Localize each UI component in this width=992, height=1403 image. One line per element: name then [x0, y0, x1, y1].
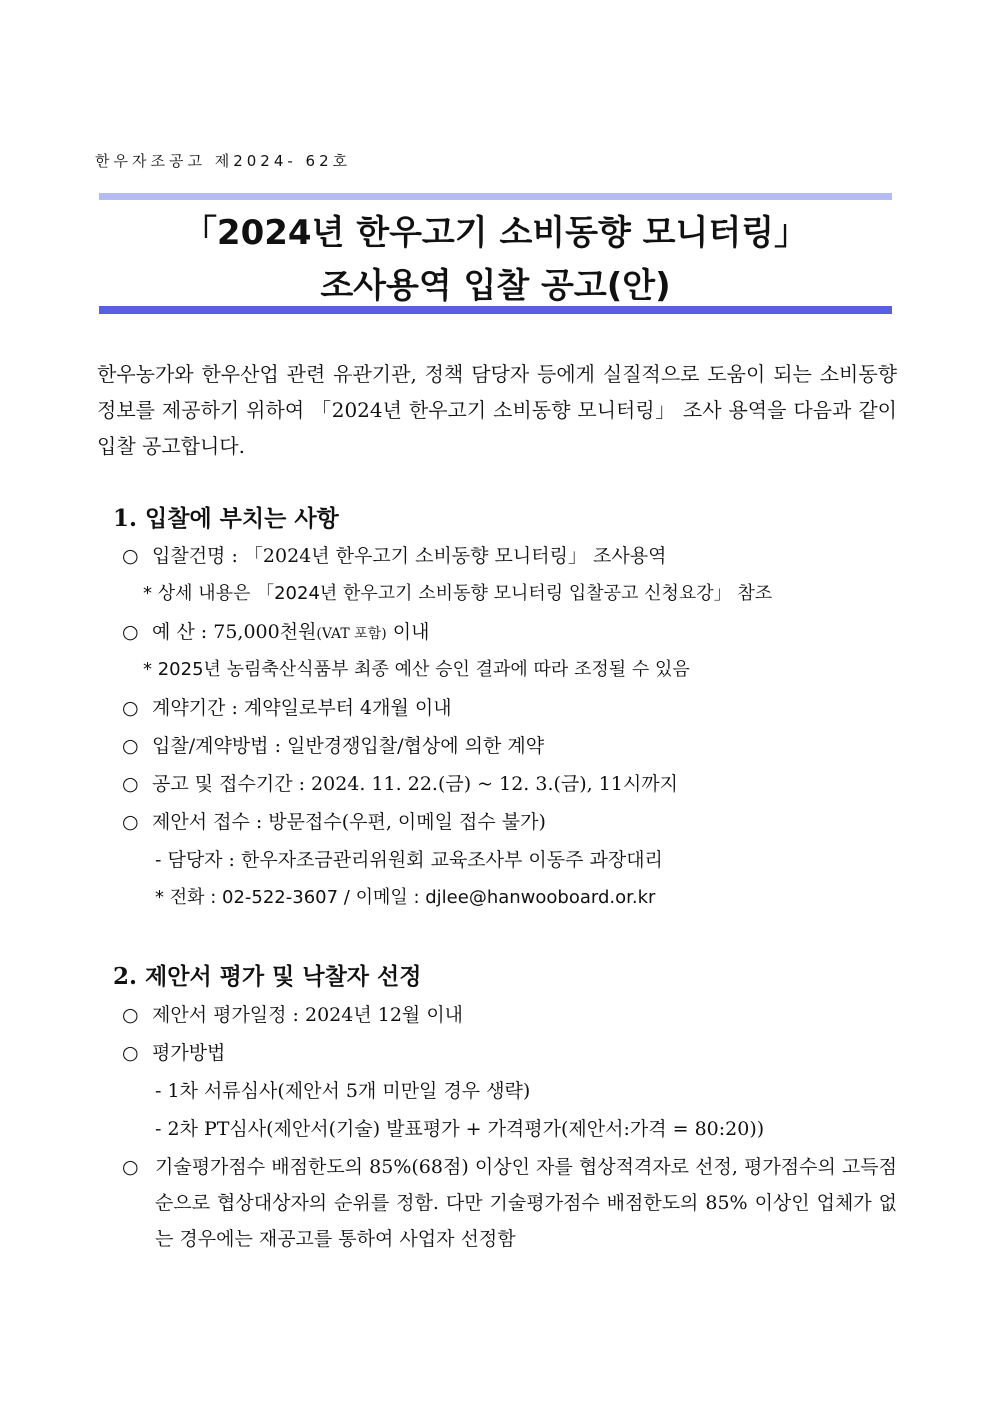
eval-method-text: 평가방법 — [152, 1042, 226, 1064]
notice-period-text: 공고 및 접수기간 : 2024. 11. 22.(금) ~ 12. 3.(금), 11시까지 — [152, 773, 679, 795]
budget-text: 예 산 : 75,000천원 — [152, 621, 317, 643]
eval-step2: - 2차 PT심사(제안서(기술) 발표평가 + 가격평가(제안서:가격 = 80:20)) — [155, 1118, 765, 1140]
bid-method-item — [122, 734, 544, 758]
eval-schedule-item — [122, 1003, 463, 1027]
eval-method-item — [122, 1041, 225, 1065]
bullet-circle: ○ — [122, 545, 139, 567]
budget-item — [122, 620, 429, 646]
contact-person: - 담당자 : 한우자조금관리위원회 교육조사부 이동주 과장대리 — [155, 849, 663, 871]
bid-method-text: 입찰/계약방법 : 일반경쟁입찰/협상에 의한 계약 — [152, 735, 545, 757]
section2-heading: 2. 제안서 평가 및 낙찰자 선정 — [113, 963, 422, 990]
selection-bullet: ○ — [122, 1156, 139, 1178]
bid-name-text: 입찰건명 : 「2024년 한우고기 소비동향 모니터링」 조사용역 — [152, 545, 667, 567]
title-top-bar — [99, 193, 892, 200]
budget-note: * 2025년 농림축산식품부 최종 예산 승인 결과에 따라 조정될 수 있음 — [143, 659, 690, 680]
bullet-circle: ○ — [122, 621, 139, 643]
eval-schedule-text: 제안서 평가일정 : 2024년 12월 이내 — [152, 1004, 464, 1026]
contact-info: * 전화 : 02-522-3607 / 이메일 : djlee@hanwooboard.or.kr — [155, 887, 656, 908]
bullet-circle: ○ — [122, 735, 139, 757]
page-title-line2: 조사용역 입찰 공고(안) — [320, 266, 671, 306]
budget-tail: 이내 — [386, 621, 430, 643]
bullet-circle: ○ — [122, 773, 139, 795]
page-title-line1: 「2024년 한우고기 소비동향 모니터링」 — [182, 213, 809, 253]
notice-number: 한우자조공고 제2024- 62호 — [95, 152, 352, 170]
bullet-circle: ○ — [122, 811, 139, 833]
bullet-circle: ○ — [122, 697, 139, 719]
eval-step1: - 1차 서류심사(제안서 5개 미만일 경우 생략) — [155, 1080, 531, 1102]
submission-item — [122, 810, 546, 834]
contract-period-item — [122, 696, 452, 720]
intro-paragraph: 한우농가와 한우산업 관련 유관기관, 정책 담당자 등에게 실질적으로 도움이 되는 소비동향 정보를 제공하기 위하여 「2024년 한우고기 소비동향 모니터링」 조사 용역을 다음과 같이 입찰 공고합니다. — [97, 362, 897, 458]
selection-paragraph: 기술평가점수 배점한도의 85%(68점) 이상인 자를 협상적격자로 선정, 평가점수의 고득점 순으로 협상대상자의 순위를 정함. 다만 기술평가점수 배점한도의 85% 이상인 업체가 없는 경우에는 재공고를 통하여 사업자 선정함 — [155, 1156, 897, 1250]
budget-vat: (VAT 포함) — [316, 626, 387, 642]
bullet-circle: ○ — [122, 1004, 139, 1026]
contract-period-text: 계약기간 : 계약일로부터 4개월 이내 — [152, 697, 452, 719]
bullet-circle: ○ — [122, 1042, 139, 1064]
submission-text: 제안서 접수 : 방문접수(우편, 이메일 접수 불가) — [152, 811, 546, 833]
bid-name-note: * 상세 내용은 「2024년 한우고기 소비동향 모니터링 입찰공고 신청요강」 참조 — [143, 583, 773, 604]
bid-name-item — [122, 544, 666, 568]
section1-heading: 1. 입찰에 부치는 사항 — [113, 505, 339, 532]
notice-period-item — [122, 772, 678, 796]
title-bottom-bar — [99, 306, 892, 314]
